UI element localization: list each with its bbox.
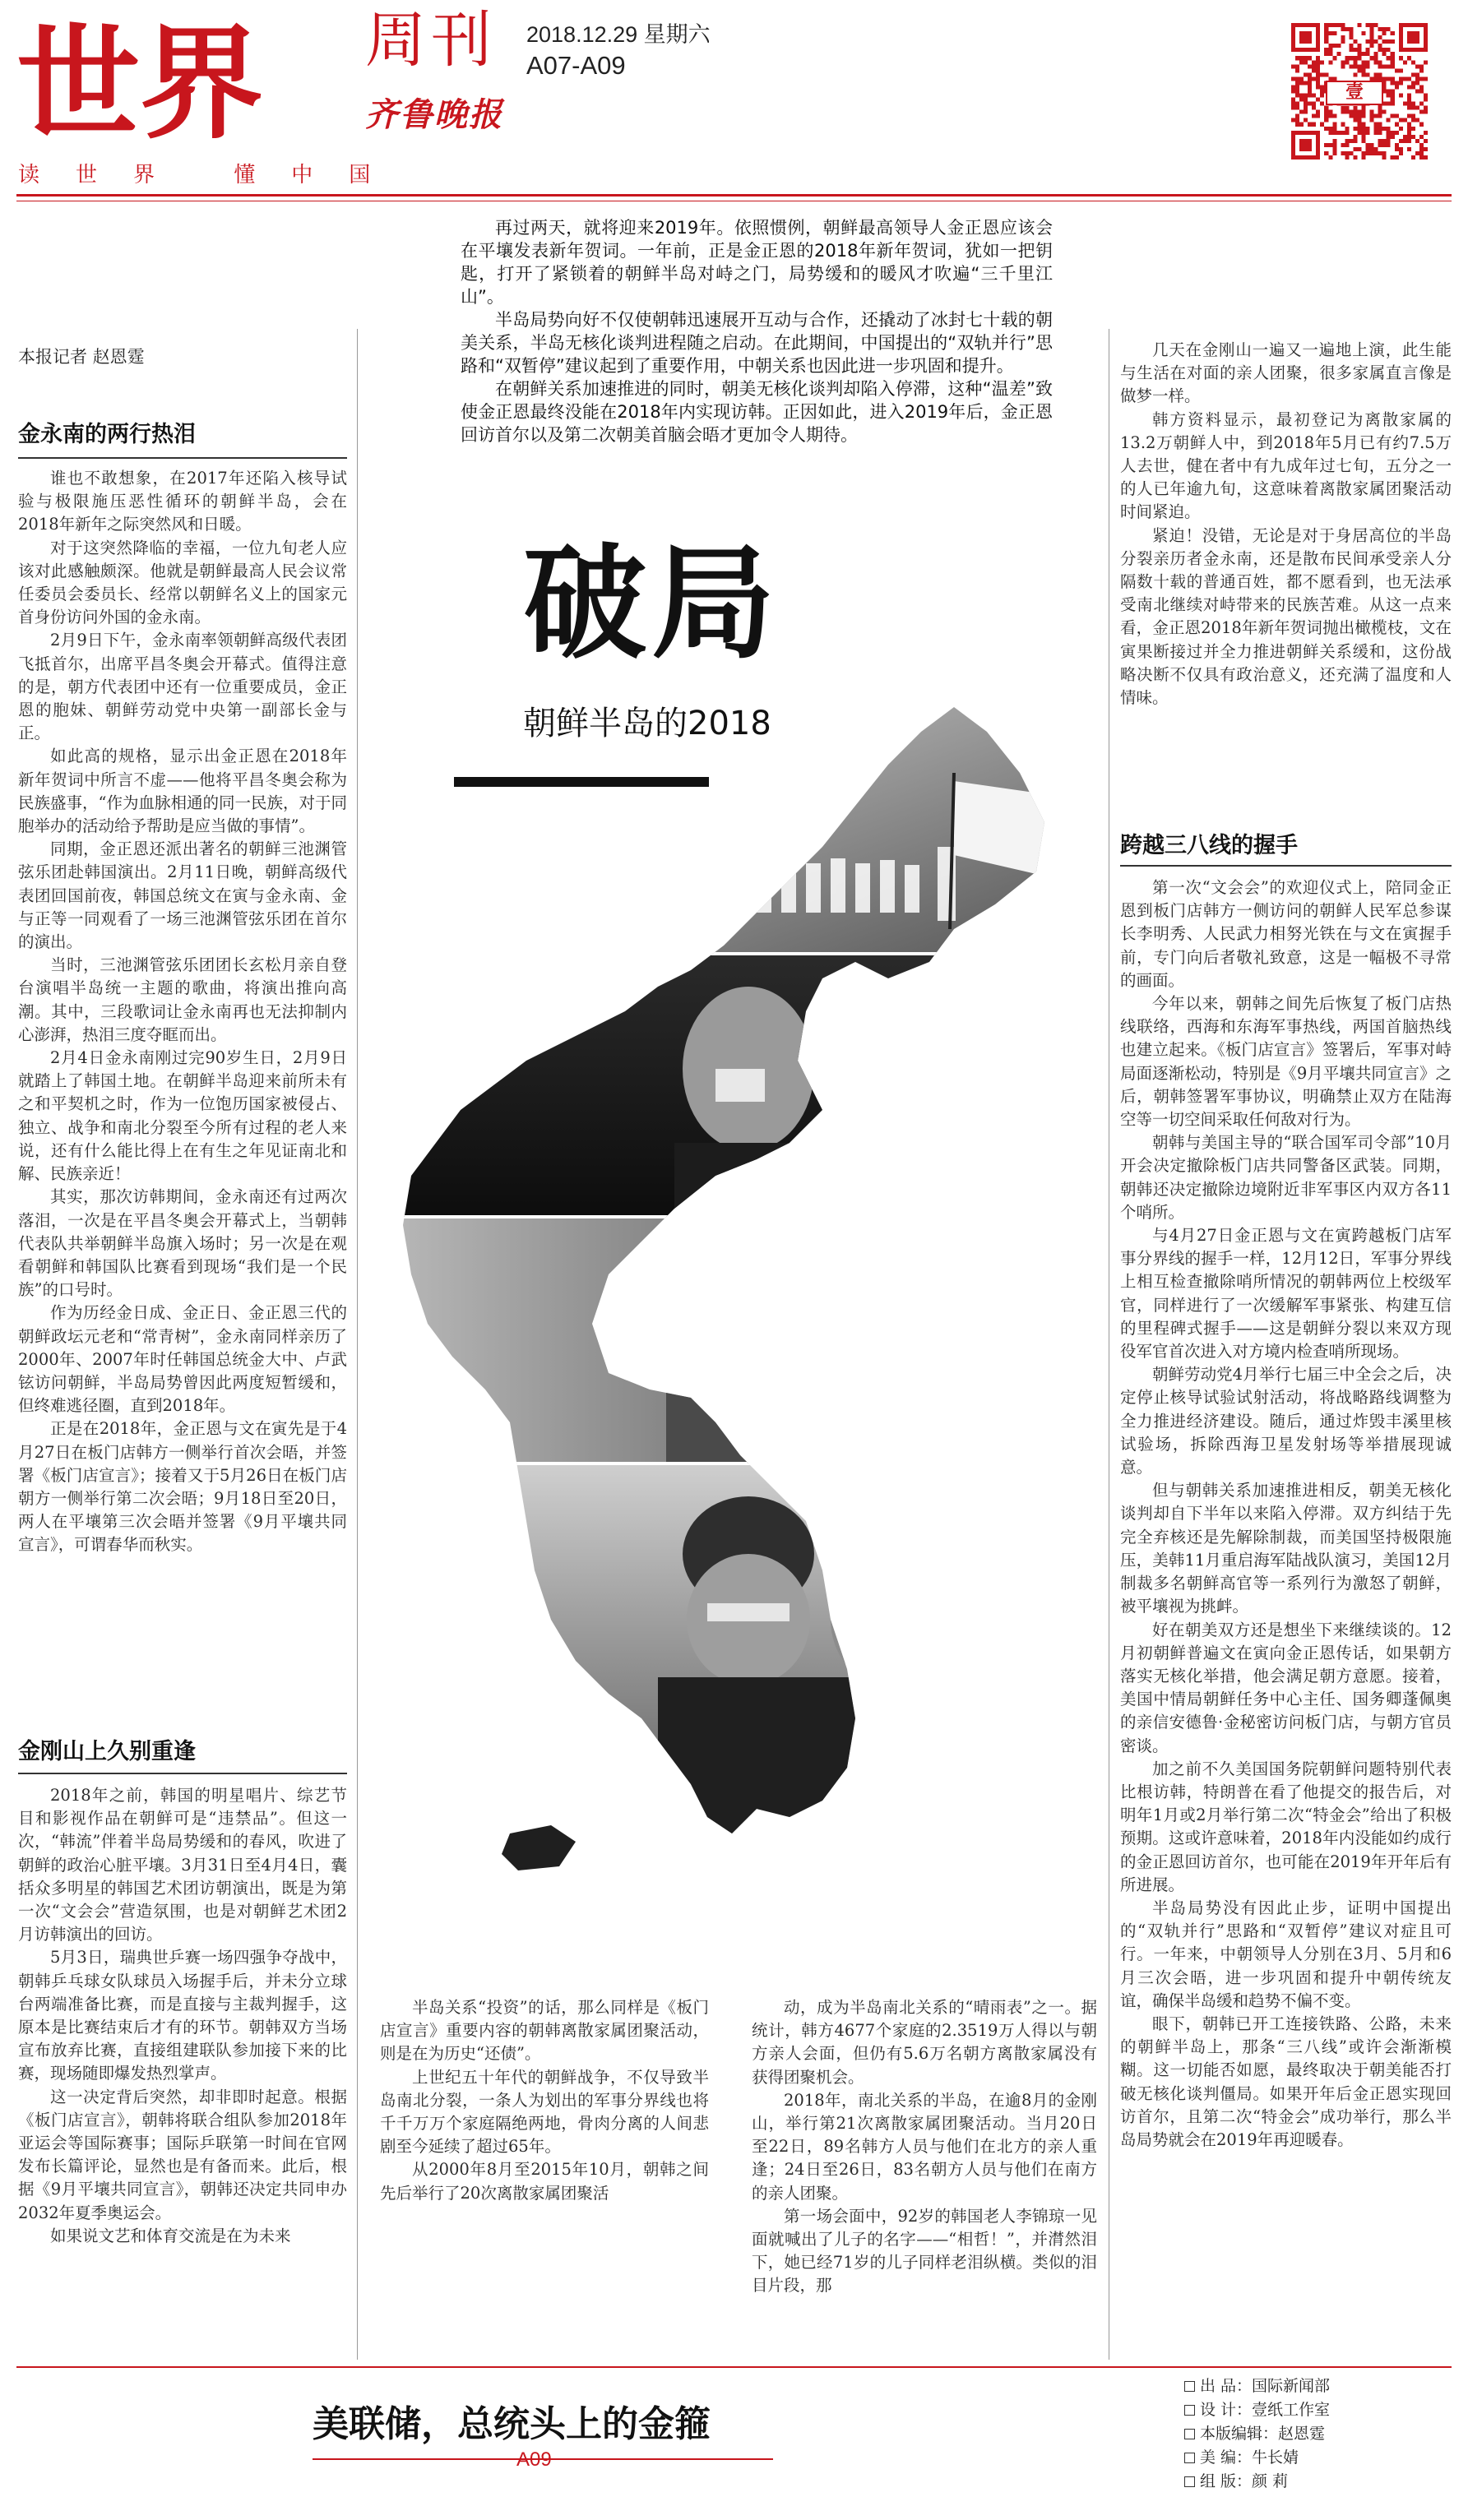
credit-text: 出 品：国际新闻部: [1200, 2377, 1331, 2395]
paragraph: 半岛关系“投资”的话，那么同样是《板门店宣言》重要内容的朝韩离散家属团聚活动，则是在为历史“还债”。: [380, 1998, 709, 2064]
section-heading-2: 金刚山上久别重逢: [18, 1739, 196, 1764]
credit-line: [1184, 2446, 1330, 2470]
paragraph: 但与朝韩关系加速推进相反，朝美无核化谈判却自下半年以来陷入停滞。双方纠结于先完全弃核还是先解除制裁，而美国坚持极限施压，美韩11月重启海军陆战队演习，美国12月制裁多名朝鲜高官等一系列行为激怒了朝鲜，被平壤视为挑衅。: [1120, 1481, 1452, 1616]
footer-rule: [16, 2366, 1452, 2368]
square-bullet-icon: [1184, 2476, 1195, 2487]
section-heading-1: 金永南的两行热泪: [18, 422, 196, 447]
credit-line: [1184, 2422, 1330, 2446]
credit-line: [1184, 2398, 1330, 2422]
next-page-title[interactable]: 美联储，总统头上的金箍: [313, 2403, 711, 2445]
paragraph: 2018年之前，韩国的明星唱片、综艺节目和影视作品在朝鲜可是“违禁品”。但这一次，“韩流”伴着半岛局势缓和的春风，吹进了朝鲜的政治心脏平壤。3月31日至4月4日，囊括众多明星的韩国艺术团访朝演出，既是为第一次“文会会”营造氛围，也是对朝鲜艺术团2月访韩演出的回访。: [18, 1786, 347, 1944]
world-logo: [16, 5, 271, 149]
paragraph: 当时，三池渊管弦乐团团长玄松月亲自登台演唱半岛统一主题的歌曲，将演出推向高潮。其中，三段歌词让金永南再也无法抑制内心澎湃，热泪三度夺眶而出。: [18, 955, 347, 1044]
credit-line: [1184, 2374, 1330, 2398]
paragraph: 朝鲜劳动党4月举行七届三中全会之后，决定停止核导试验试射活动，将战略路线调整为全力推进经济建设。随后，通过炸毁丰溪里核试验场，拆除西海卫星发射场等举措展现诚意。: [1120, 1365, 1452, 1477]
headline-title: 破局: [523, 533, 780, 676]
paragraph: 与4月27日金正恩与文在寅跨越板门店军事分界线的握手一样，12月12日，军事分界线上相互检查撤除哨所情况的朝韩两位上校级军官，同样进行了一次缓解军事紧张、构建互信的里程碑式握手——这是朝鲜分裂以来双方现役军官首次进入对方境内检查哨所现场。: [1120, 1226, 1452, 1362]
credit-text: 美 编：牛长婧: [1200, 2448, 1299, 2467]
paragraph: 其实，那次访韩期间，金永南还有过两次落泪，一次是在平昌冬奥会开幕式上，当朝韩代表队共举朝鲜半岛旗入场时；另一次是在观看朝鲜和韩国队比赛看到现场“我们是一个民族”的口号时。: [18, 1187, 347, 1300]
paragraph: 第一次“文会会”的欢迎仪式上，陪同金正恩到板门店韩方一侧访问的朝鲜人民军总参谋长李明秀、人民武力相努光铁在与文在寅握手前，专门向后者敬礼致意，这是一幅极不寻常的画面。: [1120, 878, 1452, 990]
masthead-rule: [16, 194, 1452, 197]
paragraph: 上世纪五十年代的朝鲜战争，不仅导致半岛南北分裂，一条人为划出的军事分界线也将千千万万个家庭隔绝两地，骨肉分离的人间悲剧至今延续了超过65年。: [380, 2067, 709, 2157]
slogan: 读世界 懂中国: [18, 163, 407, 187]
paragraph: 5月3日，瑞典世乒赛一场四强争夺战中，朝韩乒乓球女队球员入场握手后，并未分立球台两端准备比赛，而是直接与主裁判握手，这原本是比赛结束后才有的环节。朝韩双方当场宣布放弃比赛，直接组建联队参加接下来的比赛，现场随即爆发热烈掌声。: [18, 1948, 347, 2083]
headline-rule: [454, 777, 709, 787]
paragraph: 朝韩与美国主导的“联合国军司令部”10月开会决定撤除板门店共同警备区武装。同期，朝韩还决定撤除边境附近非军事区内双方各11个哨所。: [1120, 1133, 1452, 1222]
credit-text: 组 版：颜 莉: [1200, 2472, 1289, 2490]
paragraph: 这一决定背后突然，却非即时起意。根据《板门店宣言》，朝韩将联合组队参加2018年亚运会等国际赛事；国际乒联第一时间在官网发布长篇评论，显然也是有备而来。此后，根据《9月平壤共同宣言》，朝韩还决定共同申办2032年夏季奥运会。: [18, 2087, 347, 2222]
next-page-number[interactable]: A09: [516, 2448, 552, 2471]
logo-text: 世界: [16, 13, 264, 149]
paragraph: 动，成为半岛南北关系的“晴雨表”之一。据统计，韩方4677个家庭的2.3519万人得以与朝方亲人会面，但仍有5.6万名朝方离散家属没有获得团聚机会。: [752, 1998, 1097, 2087]
paragraph: 同期，金正恩还派出著名的朝鲜三池渊管弦乐团赴韩国演出。2月11日晚，朝鲜高级代表团回国前夜，韩国总统文在寅与金永南、金与正等一同观看了一场三池渊管弦乐团在首尔的演出。: [18, 839, 347, 952]
paragraph: 2018年，南北关系的半岛，在逾8月的金刚山，举行第21次离散家属团聚活动。当月20日至22日，89名韩方人员与他们在北方的亲人重逢；24日至26日，83名朝方人员与他们在南方的亲人团聚。: [752, 2090, 1097, 2203]
paragraph: 谁也不敢想象，在2017年还陷入核导试验与极限施压恶性循环的朝鲜半岛，会在2018年新年之际突然风和日暖。: [18, 469, 347, 534]
article-intro: [461, 216, 1053, 446]
paragraph: 2月9日下午，金永南率领朝鲜高级代表团飞抵首尔，出席平昌冬奥会开幕式。值得注意的是，朝方代表团中还有一位重要成员，金正恩的胞妹、朝鲜劳动党中央第一副部长金与正。: [18, 631, 347, 743]
section-rule-1: [18, 457, 347, 459]
paragraph: 半岛局势没有因此止步，证明中国提出的“双轨并行”思路和“双暂停”建议对症且可行。一年来，中朝领导人分别在3月、5月和6月三次会晤，进一步巩固和提升中朝传统友谊，确保半岛缓和趋势不偏不变。: [1120, 1898, 1452, 2010]
page-credits: [1184, 2374, 1330, 2494]
paragraph: 好在朝美双方还是想坐下来继续谈的。12月初朝鲜普遍文在寅向金正恩传话，如果朝方落实无核化举措，他会满足朝方意愿。接着，美国中情局朝鲜任务中心主任、国务卿蓬佩奥的亲信安德鲁·金秘密访问板门店，与朝方官员密谈。: [1120, 1620, 1452, 1755]
paragraph: 眼下，朝韩已开工连接铁路、公路，未来的朝鲜半岛上，那条“三八线”或许会渐渐模糊。这一切能否如愿，最终取决于朝美能否打破无核化谈判僵局。如果开年后金正恩实现回访首尔，且第二次“特金会”成功举行，那么半岛局势就会在2019年再迎暖春。: [1120, 2014, 1452, 2149]
issue-date: 2018.12.29 星期六: [526, 22, 711, 47]
section-rule-2: [18, 1773, 347, 1774]
paragraph: 韩方资料显示，最初登记为离散家属的13.2万朝鲜人中，到2018年5月已有约7.5万人去世，健在者中有九成年过七旬，五分之一的人已年逾九旬，这意味着离散家属团聚活动时间紧迫。: [1120, 409, 1452, 522]
qr-badge: 壹: [1326, 81, 1383, 105]
article-column-2b: [752, 1996, 1097, 2358]
credit-text: 本版编辑：赵恩霆: [1200, 2425, 1326, 2443]
credit-text: 设 计：壹纸工作室: [1200, 2401, 1331, 2419]
paragraph: 今年以来，朝韩之间先后恢复了板门店热线联络，西海和东海军事热线，两国首脑热线也建立起来。《板门店宣言》签署后，军事对峙局面逐渐松动，特别是《9月平壤共同宣言》之后，朝韩签署军事协议，明确禁止双方在陆海空等一切空间采取任何敌对行为。: [1120, 994, 1452, 1130]
paragraph: 第一场会面中，92岁的韩国老人李锦琼一见面就喊出了儿子的名字——“相哲！”，并潸然泪下，她已经71岁的儿子同样老泪纵横。类似的泪目片段，那: [752, 2206, 1097, 2296]
article-column-1b: [18, 1784, 347, 2351]
square-bullet-icon: [1184, 2453, 1195, 2463]
paragraph: 2月4日金永南刚过完90岁生日，2月9日就踏上了韩国土地。在朝鲜半岛迎来前所未有之和平契机之时，作为一位饱历国家被侵占、独立、战争和南北分裂至今所有过程的老人来说，还有什么能比得上在有生之年见证南北和解、民族亲近！: [18, 1048, 347, 1184]
paper-name: 齐鲁晚报: [365, 95, 503, 134]
article-column-3b: [1120, 876, 1452, 2352]
paragraph: 在朝鲜关系加速推进的同时，朝美无核化谈判却陷入停滞，这种“温差”致使金正恩最终没能在2018年内实现访韩。正因如此，进入2019年后，金正恩回访首尔以及第二次朝美首脑会晤才更加令人期待。: [461, 379, 1053, 445]
square-bullet-icon: [1184, 2405, 1195, 2416]
credit-line: [1184, 2470, 1330, 2494]
page-range: A07-A09: [526, 51, 626, 80]
section-heading-3: 跨越三八线的握手: [1120, 833, 1298, 858]
weekly-label: 周刊: [365, 5, 497, 76]
paragraph: 对于这突然降临的幸福，一位九旬老人应该对此感触颇深。他就是朝鲜最高人民会议常任委员会委员长、经常以朝鲜名义上的国家元首身份访问外国的金永南。: [18, 538, 347, 627]
article-column-2a: [380, 1996, 709, 2358]
paragraph: 如此高的规格，显示出金正恩在2018年新年贺词中所言不虚——他将平昌冬奥会称为民族盛事，“作为血脉相通的同一民族，对于同胞举办的活动给予帮助是应当做的事情”。: [18, 747, 347, 836]
column-divider: [357, 329, 358, 2360]
paragraph: 紧迫！没错，无论是对于身居高位的半岛分裂亲历者金永南，还是散布民间承受亲人分隔数十载的普通百姓，都不愿看到，也无法承受南北继续对峙带来的民族苦难。从这一点来看，金正恩2018年新年贺词抛出橄榄枝，文在寅果断接过并全力推进朝鲜关系缓和，这份战略决断不仅具有政治意义，还充满了温度和人情味。: [1120, 525, 1452, 708]
square-bullet-icon: [1184, 2429, 1195, 2439]
paragraph: 从2000年8月至2015年10月，朝韩之间先后举行了20次离散家属团聚活: [380, 2160, 709, 2203]
article-column-3a: [1120, 339, 1452, 824]
paragraph: 如果说文艺和体育交流是在为未来: [50, 2226, 291, 2245]
byline: 本报记者 赵恩霆: [18, 347, 145, 367]
paragraph: 再过两天，就将迎来2019年。依照惯例，朝鲜最高领导人金正恩应该会在平壤发表新年贺词。一年前，正是金正恩的2018年新年贺词，犹如一把钥匙，打开了紧锁着的朝鲜半岛对峙之门，局势缓和的暖风才吹遍“三千里江山”。: [461, 218, 1053, 307]
paragraph: 几天在金刚山一遍又一遍地上演，此生能与生活在对面的亲人团聚，很多家属直言像是做梦一样。: [1120, 340, 1452, 406]
section-rule-3: [1120, 865, 1452, 867]
paragraph: 正是在2018年，金正恩与文在寅先是于4月27日在板门店韩方一侧举行首次会晤，并签署《板门店宣言》；接着又于5月26日在板门店朝方一侧举行第二次会晤；9月18日至20日，两人在平壤第三次会晤并签署《9月平壤共同宣言》，可谓春华而秋实。: [18, 1419, 347, 1555]
paragraph: 作为历经金日成、金正日、金正恩三代的朝鲜政坛元老和“常青树”，金永南同样亲历了2000年、2007年时任韩国总统金大中、卢武铉访问朝鲜，半岛局势曾因此两度短暂缓和，但终难逃径圈，直到2018年。: [18, 1303, 347, 1416]
korea-map-photo-collage: [362, 682, 1102, 1916]
headline-subtitle: 朝鲜半岛的2018: [523, 705, 771, 742]
article-column-1a: [18, 467, 347, 1725]
square-bullet-icon: [1184, 2381, 1195, 2392]
paragraph: 加之前不久美国国务院朝鲜问题特别代表比根访韩，特朗普在看了他提交的报告后，对明年1月或2月举行第二次“特金会”给出了积极预期。这或许意味着，2018年内没能如约成行的金正恩回访首尔，也可能在2019年开年后有所进展。: [1120, 1759, 1452, 1894]
paragraph: 半岛局势向好不仅使朝韩迅速展开互动与合作，还撬动了冰封七十载的朝美关系，半岛无核化谈判进程随之启动。在此期间，中国提出的“双轨并行”思路和“双暂停”建议起到了重要作用，中朝关系也因此进一步巩固和提升。: [461, 310, 1053, 376]
